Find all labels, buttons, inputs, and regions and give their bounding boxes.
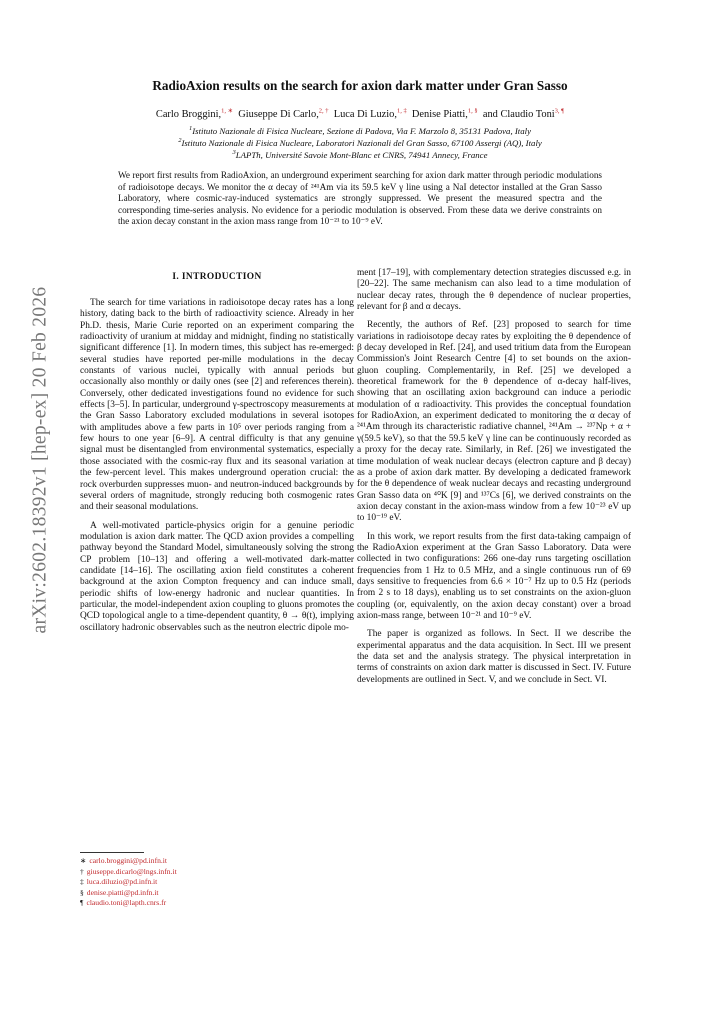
paper-title: RadioAxion results on the search for axion dark matter under Gran Sasso <box>152 78 568 93</box>
author: Carlo Broggini,$^{1, ∗}$ <box>155 107 234 120</box>
author: Luca Di Luzio,$^{1, \ddagger}$ <box>333 107 407 120</box>
footnote: ¶ claudio.toni@lapth.cnrs.fr <box>80 898 167 908</box>
author: Denise Piatti,$^{1, \S}$ <box>411 107 478 120</box>
footnote: ‡ luca.diluzio@pd.infn.it <box>80 877 158 887</box>
affiliations <box>80 125 640 162</box>
paragraph: A well-motivated particle-physics origin for a genuine periodic modulation is axion dark matter. The QCD axion provides a compelling pathway beyond the Standard Model, simultaneously solving the strong CP problem [10–13] and offering a well-motivated dark-matter candidate [14–16]. The oscillating axion field constitutes a coherent background at the axion Compton frequency and can induce small, periodic shifts of low-energy hadronic and nuclear quantities. In particular, the model-independent axion coupling to gluons promotes the QCD topological angle to a time-dependent quantity, θ → θ(t), implying oscillatory hadronic observables such as the neutron electric dipole mo- <box>80 520 354 633</box>
email-link[interactable]: giuseppe.dicarlo@lngs.infn.it <box>86 866 177 876</box>
affiliation: $^2$Istituto Nazionale di Fisica Nucleare, Laboratori Nazionali del Gran Sasso, 67100 Assergi (AQ), Italy <box>178 137 542 149</box>
footnotes <box>80 856 354 909</box>
footnote-rule <box>80 852 144 853</box>
footnote: § denise.piatti@pd.infn.it <box>80 887 159 897</box>
left-column <box>80 268 354 641</box>
author: Giuseppe Di Carlo,$^{2, \dagger}$ <box>238 107 329 120</box>
paragraph: The search for time variations in radioisotope decay rates has a long history, dating back to the birth of radioactivity science. Already in her Ph.D. thesis, Marie Curie reported on an experiment comparing the radioactivity of uranium at midday and midnight, finding no statistically significant difference [1]. In modern times, this subject has re-emerged: several studies have reported per-mille modulations in the decay constants of various nuclei, typically with annual periods but occasionally also monthly or daily ones (see [2] and references therein). Conversely, other dedicated investigations found no evidence for such effects [3–5]. In particular, underground γ-spectroscopy measurements at the Gran Sasso Laboratory excluded modulations in several isotopes with amplitudes above a few parts in 10⁵ over periods ranging from a few hours to one year [6–9]. A central difficulty is that any genuine signal must be disentangled from environmental systematics, especially those associated with the cosmic-ray flux and its seasonal variation at the few-percent level. This makes underground operation crucial: the rock overburden suppresses muon- and neutron-induced backgrounds by several orders of magnitude, strongly reducing both cosmogenic rates and their seasonal modulations. <box>80 298 354 513</box>
right-column <box>357 268 631 693</box>
author-list <box>80 109 640 120</box>
footnote: ∗ carlo.broggini@pd.infn.it <box>80 856 168 865</box>
affiliation: $^3$LAPTh, Université Savoie Mont-Blanc et CNRS, 74941 Annecy, France <box>232 149 488 161</box>
arxiv-identifier: arXiv:2602.18392v1 [hep-ex] 20 Feb 2026 <box>29 286 50 634</box>
paragraph: The paper is organized as follows. In Sect. II we describe the experimental apparatus and the data acquisition. In Sect. III we present the data set and the analysis strategy. The physical interpretation in terms of constraints on axion dark matter is discussed in Sect. IV. Future developments are outlined in Sect. V, and we conclude in Sect. VI. <box>357 629 631 685</box>
author: and Claudio Toni$^{3, \P}$ <box>482 107 565 120</box>
abstract: We report first results from RadioAxion, an underground experiment searching for axion dark matter through periodic modulations of radioisotope decays. We monitor the α decay of ²⁴¹Am via its 59.5 keV γ line using a NaI detector installed at the Gran Sasso Laboratory, where cosmic-ray-induced systematics are strongly suppressed. We present the measured spectra and the corresponding time-series analysis. No evidence for a periodic modulation is observed. From these data we derive constraints on the axion decay constant in the axion mass range from 10⁻²¹ to 10⁻⁹ eV. <box>118 170 602 227</box>
email-link[interactable]: claudio.toni@lapth.cnrs.fr <box>86 898 167 908</box>
section-heading: I. INTRODUCTION <box>172 272 262 282</box>
paragraph: ment [17–19], with complementary detection strategies discussed e.g. in [20–22]. The same mechanism can also lead to a time modulation of nuclear decay rates, through the θ dependence of nuclear properties, relevant for β and α decays. <box>357 268 631 313</box>
affiliation: $^1$Istituto Nazionale di Fisica Nucleare, Sezione di Padova, Via F. Marzolo 8, 35131 Padova, Italy <box>189 125 531 136</box>
paragraph: In this work, we report results from the first data-taking campaign of the RadioAxion experiment at the Gran Sasso Laboratory. Data were collected in two configurations: 266 one-day runs targeting oscillation frequencies from 1 Hz to 0.5 MHz, and a single continuous run of 69 days sensitive to frequencies from 6.6 × 10⁻⁷ Hz up to 0.5 Hz (periods from 2 s to 18 days), enabling us to set constraints on the axion-gluon coupling (or, equivalently, on the axion decay constant) over a broad axion-mass range, between 10⁻²¹ and 10⁻⁹ eV. <box>357 531 631 621</box>
paragraph: Recently, the authors of Ref. [23] proposed to search for time variations in radioisotope decay rates by exploiting the θ dependence of β decay developed in Ref. [24], and used tritium data from the European Commission's Joint Research Centre [4] to set bounds on the axion-gluon coupling. Complementarily, in Ref. [25] we developed a theoretical framework for the θ dependence of α-decay half-lives, showing that an oscillating axion background can induce a periodic modulation of α radioactivity. This provides the conceptual foundation for RadioAxion, an experiment dedicated to monitoring the α decay of ²⁴¹Am through its characteristic radiative channel, ²⁴¹Am → ²³⁷Np + α + γ(59.5 keV), so that the 59.5 keV γ line can be continuously recorded as a proxy for the decay rate. Similarly, in Ref. [26] we investigated the time modulation of weak nuclear decays (electron capture and β decay) as a probe of axion dark matter. By developing a dedicated framework for the θ dependence of weak nuclear decays and recasting underground Gran Sasso data on ⁴⁰K [9] and ¹³⁷Cs [6], we derived constraints on the axion decay constant in the axion-mass window from a few 10⁻²³ eV up to 10⁻¹⁹ eV. <box>357 320 631 524</box>
email-link[interactable]: carlo.broggini@pd.infn.it <box>89 856 168 865</box>
footnote: † giuseppe.dicarlo@lngs.infn.it <box>80 866 177 876</box>
email-link[interactable]: denise.piatti@pd.infn.it <box>86 887 159 897</box>
email-link[interactable]: luca.diluzio@pd.infn.it <box>86 877 158 887</box>
